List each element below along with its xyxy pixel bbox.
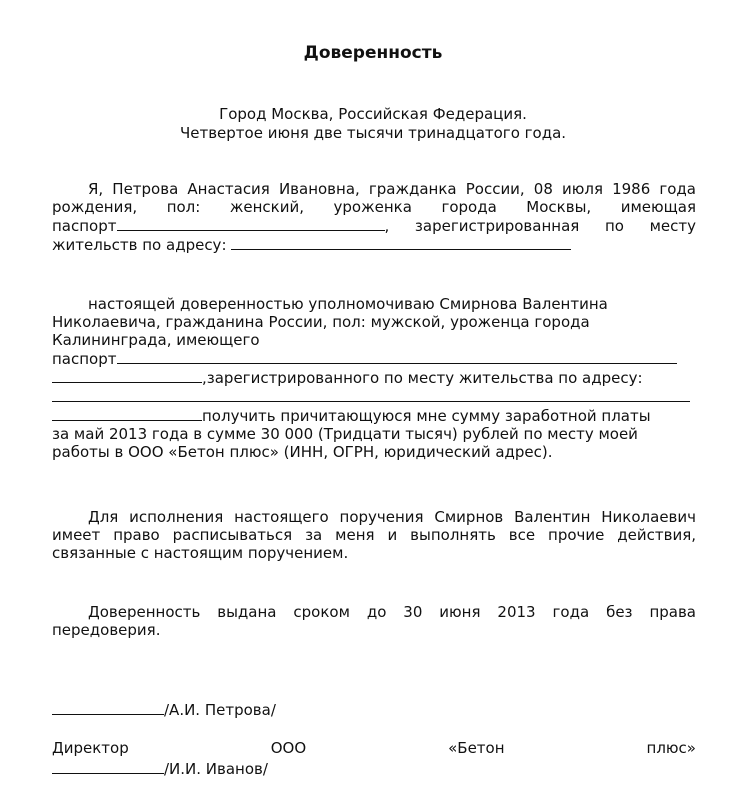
director-label: Директор [52,739,129,757]
attorney-line-1: настоящей доверенностью уполномочиваю Смирнова Валентина [88,295,608,313]
principal-signature-blank [52,700,164,715]
attorney-address-blank [52,387,690,402]
attorney-line-4 [52,349,696,368]
attorney-line-8: за май 2013 года в сумме 30 000 (Тридцати тысяч) рублей по месту моей [52,425,638,443]
principal-signature-line [52,700,276,719]
city-line: Город Москва, Российская Федерация. [219,105,527,123]
director-signature-line [52,759,268,778]
principal-line-4 [52,235,696,254]
principal-line-3 [52,216,696,235]
paragraph-principal [52,180,696,254]
address-label: жительств по адресу: [52,236,232,254]
term-line-1: Доверенность выдана сроком до 30 июня 2013 года без права [88,603,696,621]
attorney-passport-blank [117,349,677,364]
attorney-line-5 [52,368,696,387]
passport-blank [117,216,385,231]
attorney-registered-text: ,зарегистрированного по месту жительства по адресу: [202,369,643,387]
address-blank [231,235,571,250]
paragraph-term [52,603,696,639]
attorney-passport-label: паспорт [52,350,117,368]
attorney-passport-blank-2 [52,368,202,383]
attorney-line-2: Николаевича, гражданина России, пол: мужской, уроженца города [52,313,590,331]
director-signature-name: /И.И. Иванов/ [164,760,268,778]
date-line: Четвертое июня две тысячи тринадцатого года. [179,124,567,142]
authority-line-3: связанные с настоящим поручением. [52,544,349,562]
principal-line-1: Я, Петрова Анастасия Ивановна, гражданка России, 08 июля 1986 года [88,180,696,198]
attorney-address-blank-2 [52,406,202,421]
director-company-2: плюс» [646,739,696,757]
attorney-line-7 [52,406,696,425]
director-ooo: ООО [270,739,307,757]
paragraph-authority [52,508,696,562]
attorney-line-9: работы в ООО «Бетон плюс» (ИНН, ОГРН, юридический адрес). [52,443,553,461]
attorney-line-6 [52,387,696,406]
passport-label: паспорт [52,217,117,235]
registered-text: , зарегистрированная по месту [384,217,696,235]
attorney-line-3: Калининграда, имеющего [52,331,260,349]
receive-salary-text: получить причитающуюся мне сумму заработной платы [202,407,651,425]
authority-line-2: имеет право расписываться за меня и выполнять все прочие действия, [52,526,696,544]
director-line [52,739,696,757]
authority-line-1: Для исполнения настоящего поручения Смирнов Валентин Николаевич [88,508,696,526]
principal-signature-name: /А.И. Петрова/ [164,701,276,719]
term-line-2: передоверия. [52,621,161,639]
document-title: Доверенность [303,43,443,63]
principal-line-2: рождения, пол: женский, уроженка города Москвы, имеющая [52,198,696,216]
director-signature-blank [52,759,164,774]
director-company-1: «Бетон [448,739,505,757]
paragraph-attorney [52,295,696,461]
